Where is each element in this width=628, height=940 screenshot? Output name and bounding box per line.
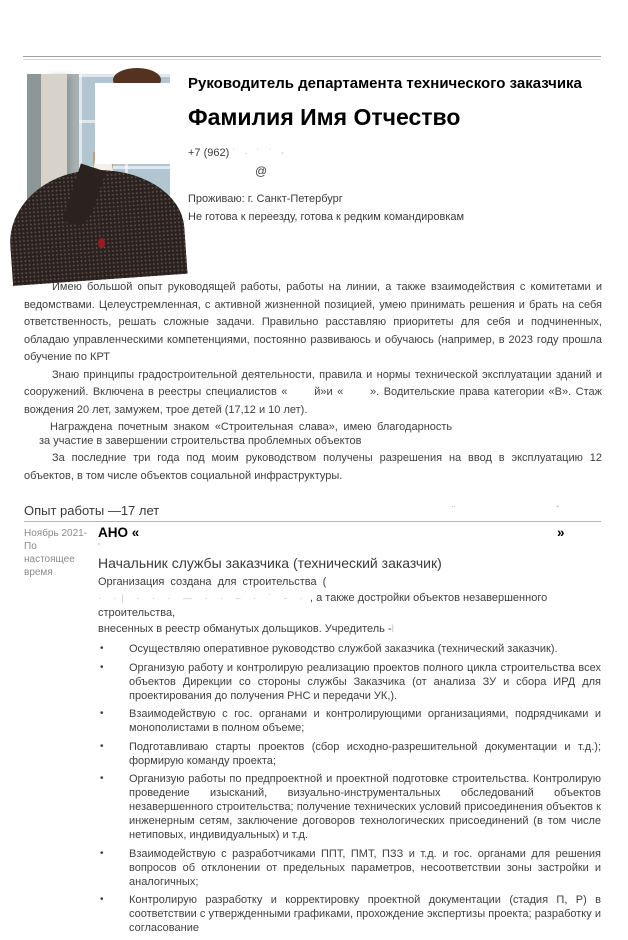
responsibility-text: Организую работу и контролирую реализацию проектов полного цикла строительства всех объектов Дирекции со стороны службы Заказчика (от анализа ЗУ и сбора ИРД для проектирования до получения РНС и передачи УК,). [129,661,601,702]
description-redacted-fragment: · ·| · · · — · · – · ˙ ‐ · [98,592,308,603]
email-at-symbol: @ [255,164,268,178]
location-text: Проживаю: г. Санкт-Петербург [188,193,343,205]
experience-details [98,525,601,940]
award-line-1: Награждена почетным знаком «Строительная слава», имею благодарность [50,421,453,433]
job-title: Начальник службы заказчика (технический заказчик) [98,555,442,571]
phone-row [188,147,601,159]
award-line-2: за участие в завершении строительства проблемных объектов [39,434,362,447]
about-paragraph-1: Имею большой опыт руководящей работы, работы на линии, а также взаимодействия с комитетами и ведомствами. Целеустремленная, с активной жизненной позицией, умею принимать решения и брать на себя ответственность, решать сложные задачи. Правильно расставляю приоритеты для себя и подчиненных, обладаю управленческими компетенциями, постоянно развиваюсь и обучаюсь (например, в 2023 году прошла обучение по КРТ [24,281,602,363]
employment-period: Ноябрь 2021- По настоящее время [24,528,88,578]
responsibility-item [98,642,601,656]
experience-heading: Опыт работы —17 лет [24,503,160,518]
responsibility-item [98,740,601,768]
profile-photo [27,74,170,249]
responsibility-text: Контролирую разработку и корректировку проектной документации (стадия П, Р) в соответствии с утвержденными графиками, прохождение экспертизы проекта; разработку и согласование [129,894,601,934]
about-paragraph-2: Знаю принципы градостроительной деятельности, правила и нормы технической эксплуатации зданий и сооружений. Включена в реестры специалистов « й»и « ». Водительские права категории «В». Стаж вождения 20 лет, замужем, трое детей (17,12 и 10 лет). [24,368,602,416]
company-name-closing-quote: » [557,525,565,540]
responsibility-text: Взаимодействую с разработчиками ППТ, ПМТ, ПЗЗ и т.д. и гос. органами для решения вопросов об отклонении от предельных параметров, несоответствии зоны застройки и аналогичных; [129,847,601,888]
redaction-remnant-mark: ˇ [556,505,560,516]
company-description [98,575,601,637]
responsibility-item [98,707,601,735]
experience-section [24,503,601,940]
responsibility-text: Осуществляю оперативное руководство службой заказчика (технический заказчик). [129,643,558,655]
about-section [24,259,602,485]
responsibility-item [98,847,601,889]
bullet-icon: • [100,847,104,859]
relocation-text: Не готова к переезду, готова к редким командировкам [188,211,465,223]
header-info [170,74,601,249]
founder-redacted-fragment: l [391,623,397,635]
responsibility-item [98,893,601,935]
responsibility-item [98,661,601,703]
phone-number: +7 (962) [188,147,230,159]
face-redaction-box [95,83,172,164]
responsibilities-list [98,642,601,935]
award-block [24,421,602,448]
top-divider [23,56,601,60]
description-line-3-text: внесенных в реестр обманутых дольщиков. Учредитель - [98,622,392,635]
about-paragraph-3: За последние три года под моим руководством получены разрешения на ввод в эксплуатацию 12 объектов, в том числе объектов социальной инфраструктуры. [24,452,602,482]
photo-nail-polish [98,238,105,248]
position-title: Руководитель департамента технического заказчика [188,75,582,92]
experience-divider [24,521,601,522]
responsibility-text: Организую работы по предпроектной и проектной подготовке строительства. Контролирую проведение изысканий, визуально-инструментальных обследований объектов незавершенного строительства; получение технических условий присоединения объектов к инженерным сетям, заключение договоров технологических присоединений (в том числе нетиповых, индивидуальных) и т.д. [129,773,601,841]
resume-header [27,74,601,249]
description-line-2 [98,591,601,622]
responsibility-text: Взаимодействую с гос. органами и контролирующими организациями, подрядчиками и монополистами в полном объеме; [129,708,601,734]
bullet-icon: • [100,643,104,654]
responsibility-text: Подготавливаю старты проектов (сбор исходно-разрешительной документации и т.д.); формирую команду проекта; [129,740,601,767]
bullet-icon: • [100,661,104,673]
bullet-icon: • [100,740,104,752]
description-line-1: Организация создана для строительства ( [98,576,327,588]
bullet-icon: • [100,773,104,784]
company-redacted-fragment: ' [98,542,100,553]
company-name-prefix: АНО « [98,525,140,540]
phone-redacted-fragment: ˙ · ˙ ˙ ‐ [232,148,288,159]
redaction-remnant-mark: ¨ [452,505,456,516]
description-line-2-text: , а также достройки объектов незавершенного строительства, [98,591,548,619]
person-name: Фамилия Имя Отчество [188,104,461,130]
bullet-icon: • [100,894,104,905]
experience-entry [24,525,601,940]
bullet-icon: • [100,708,104,719]
company-row [98,525,601,542]
description-line-3 [98,622,601,638]
responsibility-item [98,772,601,842]
